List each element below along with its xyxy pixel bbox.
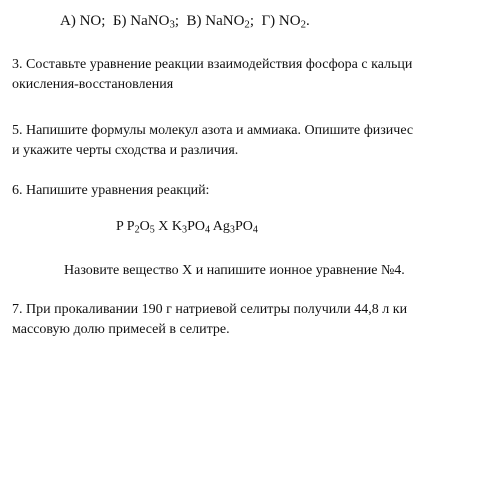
question-5-line-1: 5. Напишите формулы молекул азота и аммиака. Опишите физичес xyxy=(12,123,414,138)
option-a: А) NO; xyxy=(60,13,106,29)
question-3-line-2: окисления-восстановления xyxy=(12,77,174,92)
chain-x: X xyxy=(158,219,169,234)
question-6-line-1: 6. Напишите уравнения реакций: xyxy=(12,183,210,198)
chain-p2o5: $P_2O_5$ xyxy=(126,219,155,236)
chain-k3po4: $K_3PO_4$ xyxy=(171,219,211,236)
option-d: Г) $NO_2$. xyxy=(261,13,310,31)
chain-ag3po4: $Ag_3PO_4$ xyxy=(212,219,258,236)
chain-p: P xyxy=(116,219,124,234)
option-c: В) NaNO$_2$; xyxy=(186,13,254,31)
reaction-chain xyxy=(116,218,258,236)
question-7-line-1: 7. При прокаливании 190 г натриевой селитры получили 44,8 л ки xyxy=(12,302,408,317)
question-6-task: Назовите вещество Х и напишите ионное уравнение №4. xyxy=(64,263,405,278)
question-5-line-2: и укажите черты сходства и различия. xyxy=(12,143,239,158)
question-3-line-1: 3. Составьте уравнение реакции взаимодействия фосфора с кальци xyxy=(12,57,413,72)
question-7-line-2: массовую долю примесей в селитре. xyxy=(12,322,230,337)
option-b: Б) NaNO$_3$; xyxy=(112,13,180,31)
answer-options xyxy=(60,12,310,30)
